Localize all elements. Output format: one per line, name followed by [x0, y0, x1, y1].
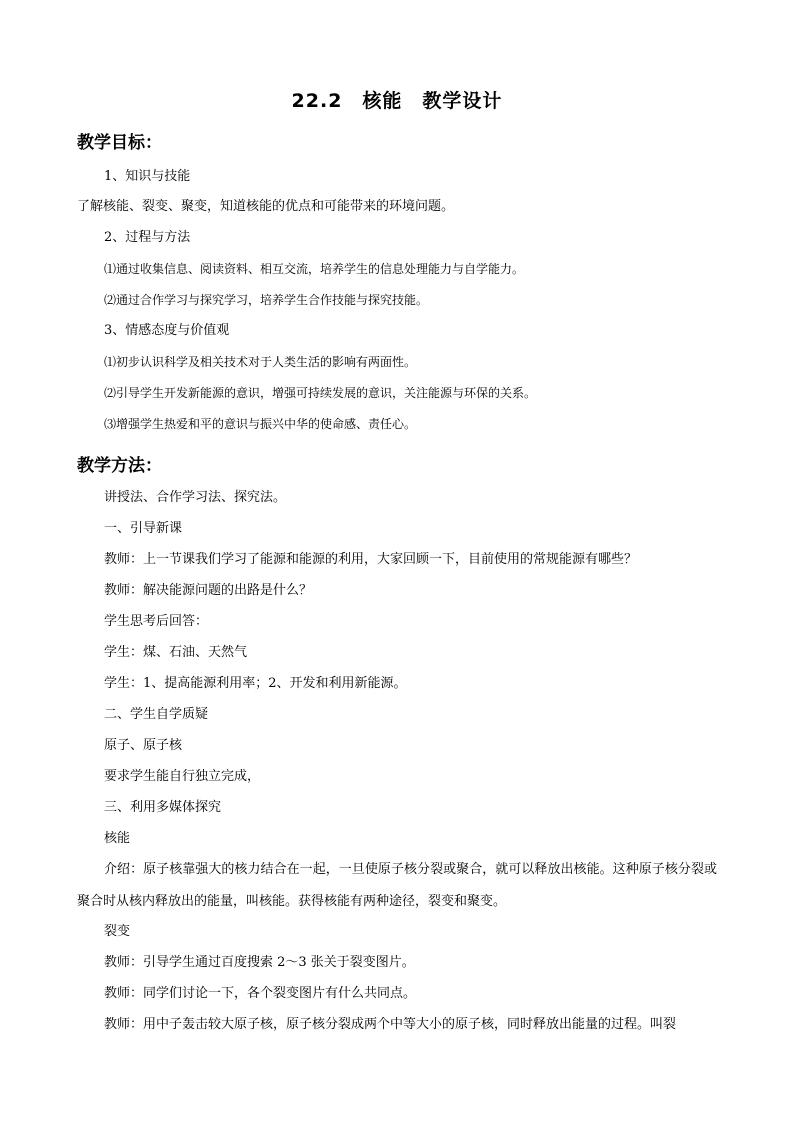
knowledge-text: 了解核能、裂变、聚变，知道核能的优点和可能带来的环境问题。 — [77, 199, 455, 214]
emotion-item-1: ⑴初步认识科学及相关技术对于人类生活的影响有两面性。 — [104, 355, 417, 369]
nuclear-intro: 介绍：原子核靠强大的核力结合在一起，一旦使原子核分裂或聚合，就可以释放出核能。这种原子核分裂或聚合时从核内释放出的能量，叫核能。获得核能有两种途径，裂变和聚变。 — [77, 862, 717, 909]
teacher-question-1: 教师：上一节课我们学习了能源和能源的利用，大家回顾一下，目前使用的常规能源有哪些？ — [104, 552, 638, 567]
teacher-fission-1: 教师：引导学生通过百度搜索 2～3 张关于裂变图片。 — [104, 955, 415, 970]
objectives-heading: 教学目标： — [77, 133, 162, 153]
nuclear-topic: 核能 — [104, 831, 131, 846]
atom-topic: 原子、原子核 — [104, 738, 183, 753]
self-study-note: 要求学生能自行独立完成， — [104, 769, 261, 784]
section-2-heading: 二、学生自学质疑 — [104, 707, 209, 722]
emotion-item-2: ⑵引导学生开发新能源的意识，增强可持续发展的意识，关注能源与环保的关系。 — [104, 386, 537, 400]
emotion-label: 3、情感态度与价值观 — [104, 323, 230, 338]
teacher-fission-2: 教师：同学们讨论一下，各个裂变图片有什么共同点。 — [104, 986, 417, 1001]
teacher-fission-3: 教师：用中子轰击较大原子核，原子核分裂成两个中等大小的原子核，同时释放出能量的过程。叫裂 — [104, 1017, 677, 1032]
section-3-heading: 三、利用多媒体探究 — [104, 800, 222, 815]
student-answer-2: 学生：1、提高能源利用率；2、开发和利用新能源。 — [104, 676, 407, 691]
process-item-2: ⑵通过合作学习与探究学习，培养学生合作技能与探究技能。 — [104, 293, 429, 307]
methods-text: 讲授法、合作学习法、探究法。 — [104, 490, 287, 505]
section-1-heading: 一、引导新课 — [104, 521, 183, 536]
teacher-question-2: 教师：解决能源问题的出路是什么？ — [104, 583, 313, 598]
fission-topic: 裂变 — [104, 924, 131, 939]
student-answer-1: 学生：煤、石油、天然气 — [104, 645, 248, 660]
student-think: 学生思考后回答： — [104, 614, 209, 629]
methods-heading: 教学方法： — [77, 456, 162, 476]
emotion-item-3: ⑶增强学生热爱和平的意识与振兴中华的使命感、责任心。 — [104, 417, 417, 431]
process-item-1: ⑴通过收集信息、阅读资料、相互交流，培养学生的信息处理能力与自学能力。 — [104, 262, 525, 276]
process-label: 2、过程与方法 — [104, 230, 191, 245]
knowledge-label: 1、知识与技能 — [104, 169, 191, 184]
document-title: 22.2 核能 教学设计 — [291, 90, 503, 112]
